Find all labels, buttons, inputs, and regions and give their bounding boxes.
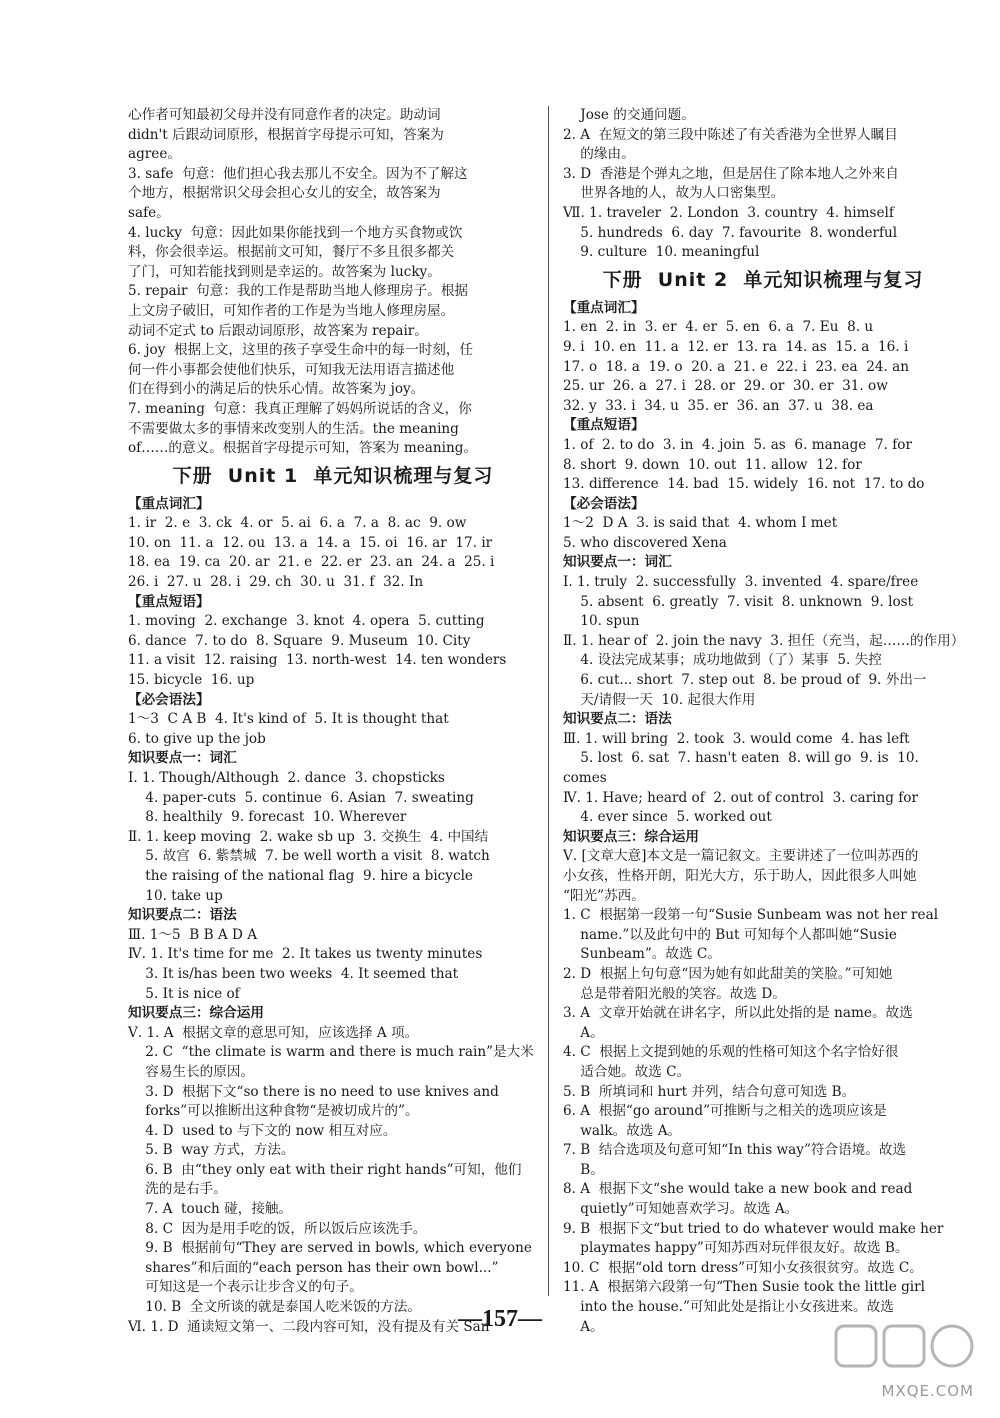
- text-line: 5. hundreds 6. day 7. favourite 8. wonderful: [563, 224, 898, 241]
- text-line: 4. paper-cuts 5. continue 6. Asian 7. sweating: [128, 789, 474, 806]
- text-line: Ⅱ. 1. hear of 2. join the navy 3. 担任（充当，起……的作用）: [563, 632, 965, 649]
- text-line: 总是带着阳光般的笑容。故选 D。: [563, 985, 786, 1002]
- text-line: 上文房子破旧，可知作者的工作是为当地人修理房屋。: [128, 302, 455, 319]
- unit-heading: 下册 Unit 1 单元知识梳理与复习: [172, 464, 494, 487]
- text-line: 10. take up: [128, 887, 223, 904]
- text-line: 可知这是一个表示让步含义的句子。: [128, 1279, 363, 1296]
- text-line: name.”以及此句中的 But 可知每个人都叫她“Susie: [563, 926, 897, 943]
- section-heading: 【重点词汇】: [563, 299, 645, 316]
- watermark-text: MXQE.COM: [881, 1382, 974, 1400]
- text-line: 17. o 18. a 19. o 20. a 21. e 22. i 23. ea 24. an: [563, 358, 909, 375]
- text-line: 世界各地的人，故为人口密集型。: [563, 185, 785, 202]
- left-column: [128, 106, 538, 1337]
- text-line: the raising of the national flag 9. hire a bicycle: [128, 867, 473, 884]
- text-line: didn't 后跟动词原形，根据首字母提示可知，答案为: [128, 126, 444, 143]
- text-line: “阳光”苏西。: [563, 887, 645, 904]
- text-line: walk。故选 A。: [563, 1122, 682, 1139]
- text-line: 9. culture 10. meaningful: [563, 244, 760, 261]
- text-line: quietly”可知她喜欢学习。故选 A。: [563, 1201, 799, 1218]
- text-line: 9. B 根据前句“They are served in bowls, which everyone: [128, 1240, 532, 1257]
- text-line: Ⅲ. 1～5 B B A D A: [128, 926, 258, 943]
- text-line: 3. A 文章开始就在讲名字，所以此处指的是 name。故选: [563, 1005, 913, 1022]
- text-line: 4. C 根据上文提到她的乐观的性格可知这个名字恰好很: [563, 1044, 899, 1061]
- text-line: of……的意义。根据首字母提示可知，答案为 meaning。: [128, 440, 478, 457]
- text-line: B。: [563, 1161, 604, 1178]
- text-line: 1～2 D A 3. is said that 4. whom I met: [563, 515, 838, 532]
- text-line: 26. i 27. u 28. i 29. ch 30. u 31. f 32. In: [128, 574, 424, 591]
- text-line: 1. ir 2. e 3. ck 4. or 5. ai 6. a 7. a 8. ac 9. ow: [128, 515, 467, 532]
- text-line: 8. C 因为是用手吃的饭，所以饭后应该洗手。: [128, 1220, 427, 1237]
- text-line: 小女孩，性格开朗，阳光大方，乐于助人，因此很多人叫她: [563, 867, 917, 884]
- text-line: 11. A 根据第六段第一句“Then Susie took the little girl: [563, 1279, 925, 1296]
- text-line: 2. C “the climate is warm and there is much rain”是大米: [128, 1044, 534, 1061]
- section-heading: 知识要点一：词汇: [128, 750, 237, 767]
- text-line: 天/请假一天 10. 起很大作用: [563, 691, 756, 708]
- text-line: 8. short 9. down 10. out 11. allow 12. for: [563, 456, 862, 473]
- text-line: 3. D 香港是个弹丸之地，但是居住了除本地人之外来自: [563, 165, 899, 182]
- text-line: Ⅵ. 1. D 通读短文第一、二段内容可知，没有提及有关 San: [128, 1318, 490, 1335]
- text-line: agree。: [128, 146, 181, 163]
- text-line: 们在得到小的满足后的快乐心情。故答案为 joy。: [128, 381, 425, 398]
- text-line: safe。: [128, 204, 170, 221]
- text-line: shares”和后面的“each person has their own bowl...”: [128, 1259, 499, 1276]
- section-heading: 知识要点三：综合运用: [128, 1005, 264, 1022]
- text-line: 5. B way 方式，方法。: [128, 1142, 295, 1159]
- text-line: 容易生长的原因。: [128, 1063, 255, 1080]
- text-line: 9. i 10. en 11. a 12. er 13. ra 14. as 15. a 16. i: [563, 338, 909, 355]
- text-line: A。: [563, 1024, 604, 1041]
- section-heading: 【重点短语】: [563, 417, 645, 434]
- right-column: [563, 106, 963, 1337]
- text-line: 7. meaning 句意：我真正理解了妈妈所说话的含义，你: [128, 400, 472, 417]
- text-line: 6. A 根据“go around”可推断与之相关的选项应该是: [563, 1103, 887, 1120]
- text-line: 5. B 所填词和 hurt 并列，结合句意可知选 B。: [563, 1083, 856, 1100]
- text-line: 3. D 根据下文“so there is no need to use knives and: [128, 1083, 499, 1100]
- text-line: 心作者可知最初父母并没有同意作者的决定。助动词: [128, 107, 441, 123]
- text-line: 5. absent 6. greatly 7. visit 8. unknown 9. lost: [563, 593, 914, 610]
- text-line: 9. B 根据下文“but tried to do whatever would make her: [563, 1220, 944, 1237]
- column-divider: [548, 106, 549, 1296]
- text-line: Ⅳ. 1. Have; heard of 2. out of control 3. caring for: [563, 789, 918, 806]
- text-line: 8. healthily 9. forecast 10. Wherever: [128, 809, 407, 826]
- text-line: 5. 故宫 6. 紫禁城 7. be well worth a visit 8. watch: [128, 848, 490, 865]
- text-line: Ⅴ. [文章大意]本文是一篇记叙文。主要讲述了一位叫苏西的: [563, 848, 919, 865]
- text-line: 5. repair 句意：我的工作是帮助当地人修理房子。根据: [128, 283, 469, 300]
- text-line: Ⅶ. 1. traveler 2. London 3. country 4. himself: [563, 204, 894, 221]
- text-line: 6. cut... short 7. step out 8. be proud of 9. 外出一: [563, 672, 927, 689]
- text-line: 2. A 在短文的第三段中陈述了有关香港为全世界人瞩目: [563, 126, 898, 143]
- text-line: 洗的是右手。: [128, 1181, 227, 1198]
- text-line: 4. ever since 5. worked out: [563, 809, 772, 826]
- text-line: 5. lost 6. sat 7. hasn't eaten 8. will go 9. is 10. comes: [563, 750, 924, 786]
- section-heading: 知识要点二：语法: [128, 907, 237, 924]
- text-line: 10. C 根据“old torn dress”可知小女孩很贫穷。故选 C。: [563, 1259, 923, 1276]
- text-line: 25. ur 26. a 27. i 28. or 29. or 30. er 31. ow: [563, 378, 888, 395]
- text-line: 料，你会很幸运。根据前文可知，餐厅不多且很多都关: [128, 244, 455, 261]
- text-line: Jose 的交通问题。: [563, 107, 695, 123]
- text-line: into the house.”可知此处是指让小女孩进来。故选: [563, 1299, 894, 1316]
- section-heading: 【重点词汇】: [128, 495, 210, 512]
- text-line: 6. to give up the job: [128, 730, 266, 747]
- unit-heading: 下册 Unit 2 单元知识梳理与复习: [602, 268, 924, 291]
- text-line: 4. lucky 句意：因此如果你能找到一个地方买食物或饮: [128, 224, 463, 241]
- text-line: 5. It is nice of: [128, 985, 240, 1002]
- text-line: 不需要做太多的事情来改变别人的生活。the meaning: [128, 420, 459, 437]
- section-heading: 知识要点三：综合运用: [563, 828, 699, 845]
- text-line: Ⅱ. 1. keep moving 2. wake sb up 3. 交换生 4. 中国结: [128, 828, 489, 845]
- text-line: Sunbeam”。故选 C。: [563, 946, 721, 963]
- text-line: 32. y 33. i 34. u 35. er 36. an 37. u 38. ea: [563, 397, 874, 414]
- text-line: 8. A 根据下文“she would take a new book and read: [563, 1181, 913, 1198]
- text-line: 3. It is/has been two weeks 4. It seemed that: [128, 965, 459, 982]
- section-heading: 知识要点一：词汇: [563, 554, 672, 571]
- text-line: 动词不定式 to 后跟动词原形，故答案为 repair。: [128, 322, 428, 339]
- text-line: 的缘由。: [563, 146, 635, 163]
- text-line: A。: [563, 1318, 604, 1335]
- text-line: Ⅴ. 1. A 根据文章的意思可知，应该选择 A 项。: [128, 1024, 419, 1041]
- section-heading: 【重点短语】: [128, 593, 210, 610]
- text-line: 1. of 2. to do 3. in 4. join 5. as 6. manage 7. for: [563, 436, 912, 453]
- text-line: 5. who discovered Xena: [563, 534, 727, 551]
- text-line: 15. bicycle 16. up: [128, 672, 255, 689]
- text-line: Ⅰ. 1. Though/Although 2. dance 3. chopsticks: [128, 770, 445, 786]
- text-line: forks”可以推断出这种食物“是被切成片的”。: [128, 1103, 419, 1120]
- page-number: —157—: [458, 1306, 542, 1332]
- text-line: 4. 设法完成某事；成功地做到（了）某事 5. 失控: [563, 652, 882, 669]
- text-line: 6. dance 7. to do 8. Square 9. Museum 10. City: [128, 632, 471, 649]
- text-line: 个地方，根据常识父母会担心女儿的安全，故答案为: [128, 185, 441, 202]
- text-line: Ⅰ. 1. truly 2. successfully 3. invented 4. spare/free: [563, 574, 919, 591]
- text-line: 1. moving 2. exchange 3. knot 4. opera 5. cutting: [128, 613, 485, 630]
- text-line: 2. D 根据上句句意“因为她有如此甜美的笑脸。”可知她: [563, 965, 893, 982]
- text-line: Ⅳ. 1. It's time for me 2. It takes us twenty minutes: [128, 946, 483, 963]
- text-line: 10. B 全文所谈的就是泰国人吃米饭的方法。: [128, 1299, 421, 1316]
- text-line: Ⅲ. 1. will bring 2. took 3. would come 4. has left: [563, 730, 910, 747]
- text-line: 何一件小事都会使他们快乐，可知我无法用语言描述他: [128, 361, 455, 378]
- text-line: 11. a visit 12. raising 13. north-west 14. ten wonders: [128, 652, 507, 669]
- section-heading: 【必会语法】: [563, 495, 645, 512]
- text-line: 18. ea 19. ca 20. ar 21. e 22. er 23. an 24. a 25. i: [128, 554, 495, 571]
- section-heading: 知识要点二：语法: [563, 711, 672, 728]
- text-line: 1～3 C A B 4. It's kind of 5. It is thought that: [128, 711, 449, 728]
- text-line: 4. D used to 与下文的 now 相互对应。: [128, 1122, 397, 1139]
- text-line: 7. B 结合选项及句意可知“In this way”符合语境。故选: [563, 1142, 907, 1159]
- text-line: 10. spun: [563, 613, 640, 630]
- text-line: playmates happy”可知苏西对玩伴很友好。故选 B。: [563, 1240, 909, 1257]
- text-line: 1. C 根据第一段第一句“Susie Sunbeam was not her real: [563, 907, 939, 924]
- text-line: 了门，可知若能找到则是幸运的。故答案为 lucky。: [128, 263, 441, 280]
- text-line: 3. safe 句意：他们担心我去那儿不安全。因为不了解这: [128, 165, 468, 182]
- text-line: 1. en 2. in 3. er 4. er 5. en 6. a 7. Eu 8. u: [563, 319, 874, 336]
- text-line: 13. difference 14. bad 15. widely 16. not 17. to do: [563, 476, 925, 493]
- text-line: 10. on 11. a 12. ou 13. a 14. a 15. oi 16. ar 17. ir: [128, 534, 493, 551]
- text-line: 适合她。故选 C。: [563, 1063, 691, 1080]
- text-line: 6. B 由“they only eat with their right hands”可知，他们: [128, 1161, 522, 1178]
- text-line: 7. A touch 碰，接触。: [128, 1201, 293, 1218]
- section-heading: 【必会语法】: [128, 691, 210, 708]
- text-line: 6. joy 根据上文，这里的孩子享受生命中的每一时刻，任: [128, 342, 474, 359]
